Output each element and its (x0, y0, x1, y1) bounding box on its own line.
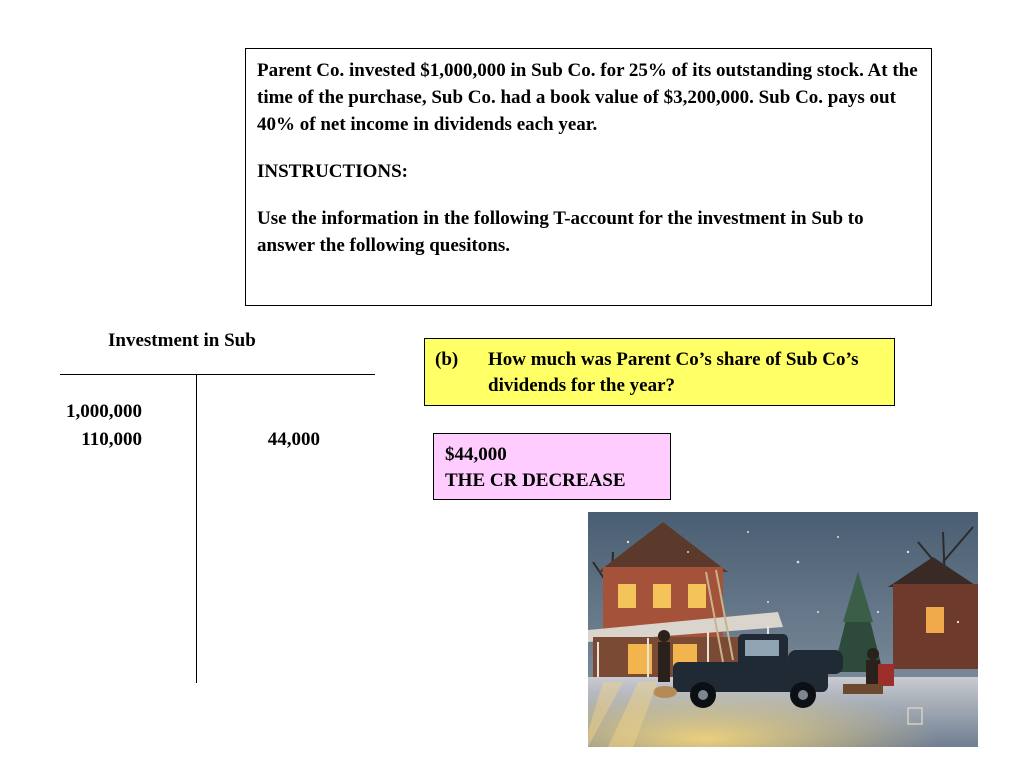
answer-box (433, 433, 671, 500)
t-account-vertical-rule (196, 375, 197, 683)
problem-statement-box (245, 48, 932, 306)
answer-explanation: THE CR DECREASE (445, 470, 626, 491)
instructions-heading: INSTRUCTIONS: (257, 161, 408, 182)
debit-entry: 110,000 (81, 429, 142, 450)
winter-farmhouse-painting (588, 512, 978, 747)
t-account-horizontal-rule (60, 374, 375, 375)
credit-entry: 44,000 (267, 429, 320, 450)
question-label: (b) (435, 349, 459, 370)
t-account-debit-column (40, 398, 142, 454)
answer-amount: $44,000 (445, 444, 507, 465)
question-text: How much was Parent Co’s share of Sub Co’s dividends for the year? (488, 349, 859, 396)
t-account-title: Investment in Sub (108, 330, 256, 351)
t-account-credit-column (230, 426, 320, 454)
question-box (424, 338, 895, 406)
problem-paragraph: Parent Co. invested $1,000,000 in Sub Co. for 25% of its outstanding stock. At the time of the purchase, Sub Co. had a book value of $3,200,000. Sub Co. pays out 40% of net income in dividends each year. (257, 60, 918, 135)
debit-entry: 1,000,000 (66, 401, 142, 422)
instructions-text: Use the information in the following T-account for the investment in Sub to answer the following quesitons. (257, 208, 864, 256)
